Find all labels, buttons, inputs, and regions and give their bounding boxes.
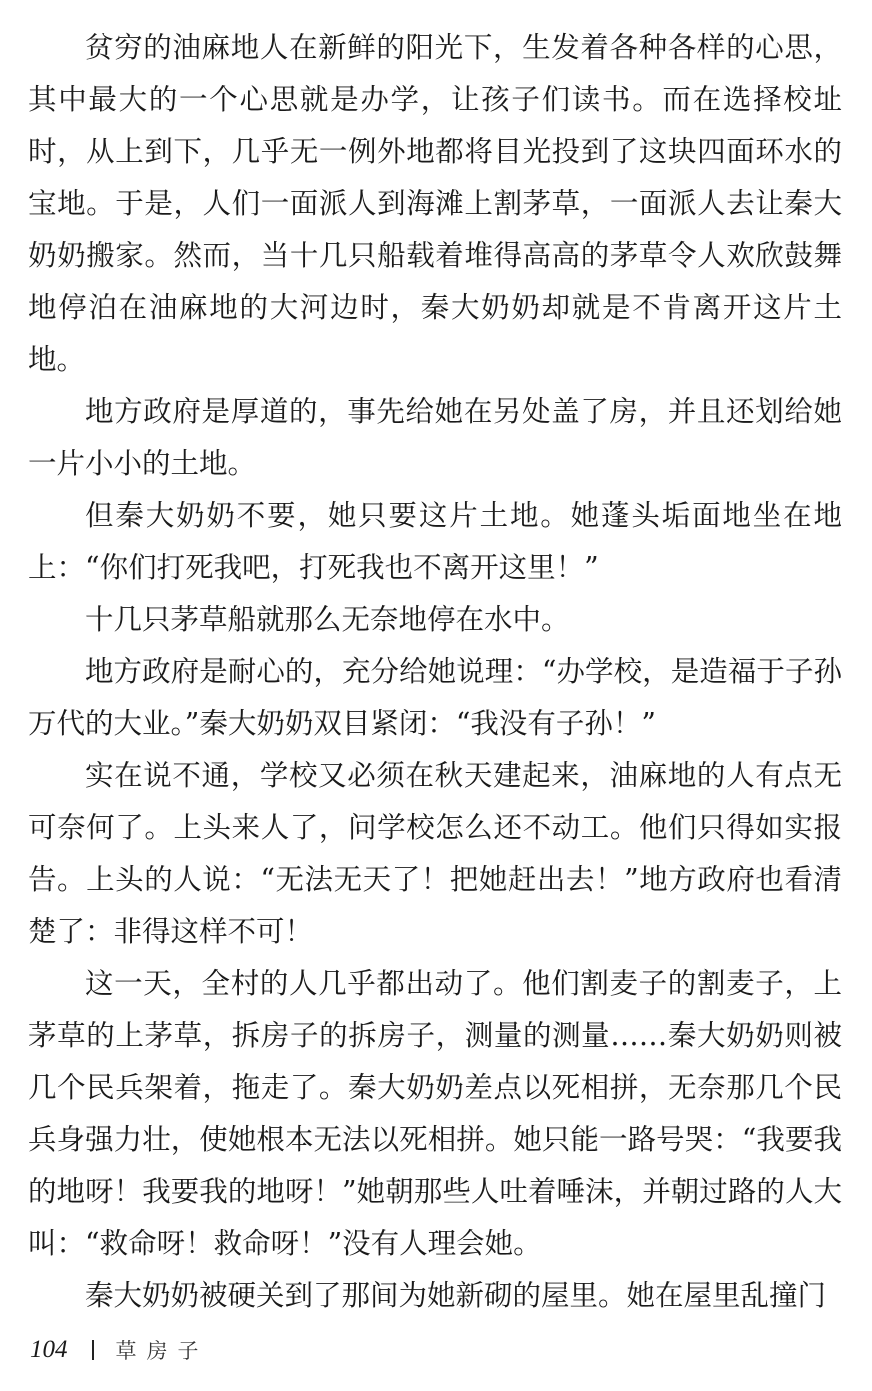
paragraph: 贫穷的油麻地人在新鲜的阳光下，生发着各种各样的心思，其中最大的一个心思就是办学，让孩子们读书。而在选择校址时，从上到下，几乎无一例外地都将目光投到了这块四面环水的宝地。于是，人们一面派人到海滩上割茅草，一面派人去让秦大奶奶搬家。然而，当十几只船载着堆得高高的茅草令人欢欣鼓舞地停泊在油麻地的大河边时，秦大奶奶却就是不肯离开这片土地。 — [28, 31, 842, 376]
page-body — [28, 22, 842, 1322]
paragraph: 秦大奶奶被硬关到了那间为她新砌的屋里。她在屋里乱撞门 — [85, 1279, 827, 1312]
footer-divider — [92, 1340, 94, 1360]
paragraph: 但秦大奶奶不要，她只要这片土地。她蓬头垢面地坐在地上：“你们打死我吧，打死我也不离开这里！” — [28, 499, 842, 584]
page-footer — [30, 1332, 209, 1368]
paragraph: 地方政府是厚道的，事先给她在另处盖了房，并且还划给她一片小小的土地。 — [28, 395, 842, 480]
paragraph: 实在说不通，学校又必须在秋天建起来，油麻地的人有点无可奈何了。上头来人了，问学校怎么还不动工。他们只得如实报告。上头的人说：“无法无天了！把她赶出去！”地方政府也看清楚了：非得这样不可！ — [28, 759, 842, 948]
paragraph: 十几只茅草船就那么无奈地停在水中。 — [85, 603, 570, 636]
paragraph: 这一天，全村的人几乎都出动了。他们割麦子的割麦子，上茅草的上茅草，拆房子的拆房子，测量的测量……秦大奶奶则被几个民兵架着，拖走了。秦大奶奶差点以死相拼，无奈那几个民兵身强力壮，使她根本无法以死相拼。她只能一路号哭：“我要我的地呀！我要我的地呀！”她朝那些人吐着唾沫，并朝过路的人大叫：“救命呀！救命呀！”没有人理会她。 — [28, 967, 842, 1260]
paragraph: 地方政府是耐心的，充分给她说理：“办学校，是造福于子孙万代的大业。”秦大奶奶双目紧闭：“我没有子孙！” — [28, 655, 842, 740]
page-number: 104 — [30, 1336, 68, 1363]
running-title: 草房子 — [115, 1339, 209, 1363]
